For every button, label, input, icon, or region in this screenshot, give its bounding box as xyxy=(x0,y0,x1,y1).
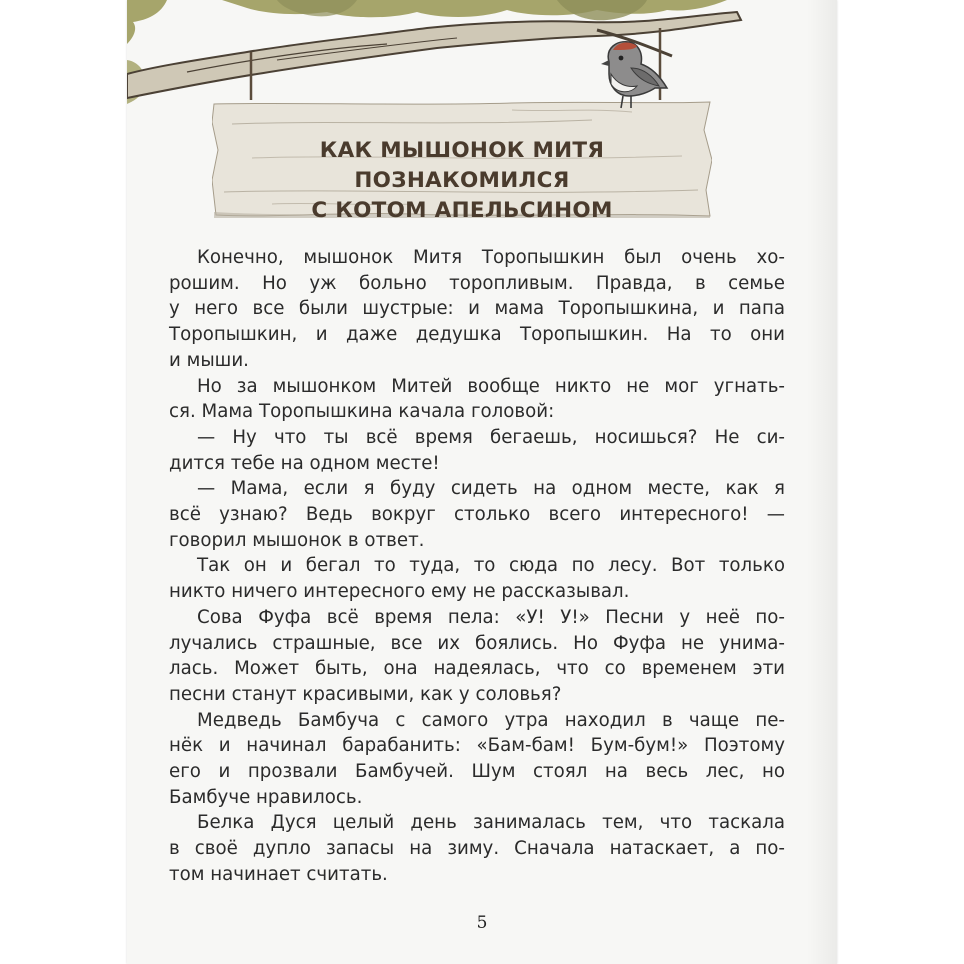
paragraph xyxy=(169,553,785,604)
text-line: Но за мышонком Митей вообще никто не мог угнать- xyxy=(197,375,785,397)
chapter-title xyxy=(212,136,712,226)
text-line: — Мама, если я буду сидеть на одном месте, как я xyxy=(197,478,785,500)
paragraph xyxy=(169,810,785,887)
text-line: говорил мышонок в ответ. xyxy=(169,529,425,551)
text-line: всё узнаю? Ведь вокруг столько всего интересного! — xyxy=(169,504,785,526)
bird-illustration xyxy=(595,38,669,118)
text-line: Медведь Бамбуча с самого утра находил в чаще пе- xyxy=(197,709,785,731)
tree-branch-illustration xyxy=(127,0,837,110)
text-line: — Ну что ты всё время бегаешь, носишься? Не си- xyxy=(197,426,785,448)
text-line: Белка Дуся целый день занималась тем, что таскала xyxy=(197,812,785,834)
chapter-title-line-1: КАК МЫШОНОК МИТЯ ПОЗНАКОМИЛСЯ xyxy=(319,138,605,193)
text-line: рошим. Но уж больно торопливым. Правда, в семье xyxy=(169,272,785,294)
text-line: Бамбуче нравилось. xyxy=(169,786,363,808)
text-line: лучались страшные, все их боялись. Но Фуфа не унима- xyxy=(169,632,785,654)
text-line: лась. Может быть, она надеялась, что со временем эти xyxy=(169,658,785,680)
text-line: в своё дупло запасы на зиму. Сначала натаскает, а по- xyxy=(169,838,785,860)
text-line: его и прозвали Бамбучей. Шум стоял на весь лес, но xyxy=(169,761,785,783)
text-line: нёк и начинал барабанить: «Бам-бам! Бум-бум!» Поэтому xyxy=(169,735,785,757)
story-text xyxy=(169,245,785,888)
text-line: Конечно, мышонок Митя Торопышкин был очень хо- xyxy=(197,247,785,268)
text-line: Так он и бегал то туда, то сюда по лесу. Вот только xyxy=(197,555,785,577)
paragraph xyxy=(169,708,785,811)
text-line: дится тебе на одном месте! xyxy=(169,452,440,474)
text-line: у него все были шустрые: и мама Торопышкина, и папа xyxy=(169,298,785,320)
text-line: Торопышкин, и даже дедушка Торопышкин. На то они xyxy=(169,324,785,346)
paragraph xyxy=(169,245,785,374)
book-page xyxy=(127,0,837,964)
paragraph xyxy=(169,476,785,553)
text-line: ся. Мама Торопышкина качала головой: xyxy=(169,401,555,423)
paragraph xyxy=(169,374,785,425)
paragraph xyxy=(169,605,785,708)
paragraph xyxy=(169,425,785,476)
chapter-title-line-2: С КОТОМ АПЕЛЬСИНОМ xyxy=(311,198,613,223)
text-line: и мыши. xyxy=(169,349,249,371)
text-line: Сова Фуфа всё время пела: «У! У!» Песни у неё по- xyxy=(197,606,785,628)
text-line: том начинает считать. xyxy=(169,863,388,885)
text-line: никто ничего интересного ему не рассказывал. xyxy=(169,581,630,603)
text-line: песни станут красивыми, как у соловья? xyxy=(169,683,562,705)
page-number: 5 xyxy=(476,913,488,933)
